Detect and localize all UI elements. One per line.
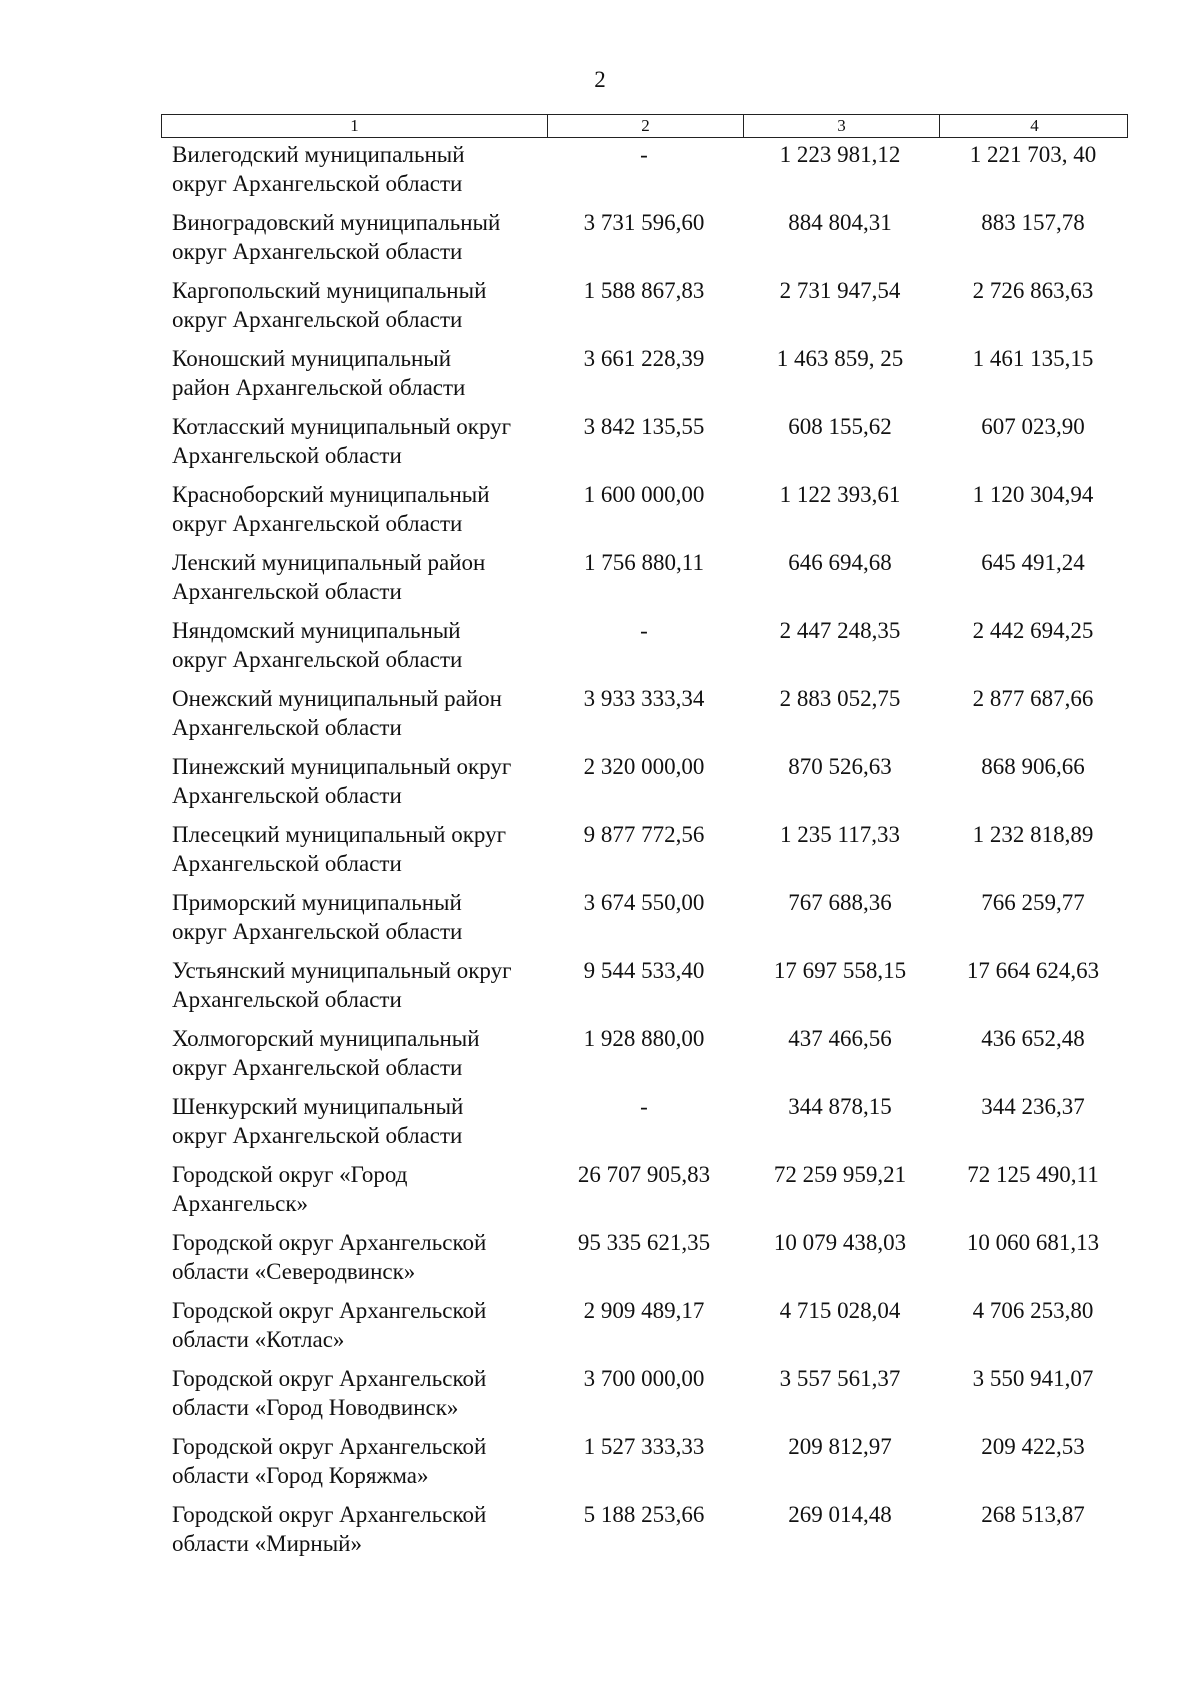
municipality-name-cell <box>161 1294 546 1362</box>
amount-cell: 2 442 694,25 <box>972 618 1094 643</box>
table-row <box>161 1090 1128 1158</box>
amount-cell: 2 726 863,63 <box>972 278 1094 303</box>
amount-cell: - <box>640 1094 648 1119</box>
amount-cell: 10 060 681,13 <box>966 1230 1100 1255</box>
table-row <box>161 1362 1128 1430</box>
municipality-name-cell <box>161 1430 546 1498</box>
municipality-name-line: Архангельской области <box>172 579 402 604</box>
municipality-name-line: Архангельской области <box>172 851 402 876</box>
page-number: 2 <box>594 67 606 92</box>
municipality-name-cell <box>161 1158 546 1226</box>
municipality-name-cell <box>161 1226 546 1294</box>
amount-cell: 17 664 624,63 <box>966 958 1100 983</box>
amount-cell: 72 259 959,21 <box>773 1162 907 1187</box>
table-row <box>161 206 1128 274</box>
municipality-name-cell <box>161 1498 546 1566</box>
table-row <box>161 478 1128 546</box>
municipality-name-line: Красноборский муниципальный <box>172 482 490 507</box>
municipality-name-cell <box>161 818 546 886</box>
amount-cell: 1 463 859, 25 <box>776 346 904 371</box>
amount-cell: 344 878,15 <box>788 1094 892 1119</box>
amount-cell: 2 731 947,54 <box>779 278 901 303</box>
amount-cell: 1 588 867,83 <box>583 278 705 303</box>
table-row <box>161 1022 1128 1090</box>
municipality-name-line: Устьянский муниципальный округ <box>172 958 512 983</box>
table-row <box>161 1226 1128 1294</box>
municipality-name-line: Архангельской области <box>172 443 402 468</box>
municipality-name-line: Архангельской области <box>172 987 402 1012</box>
table-row <box>161 818 1128 886</box>
municipality-name-cell <box>161 274 546 342</box>
amount-cell: 72 125 490,11 <box>967 1162 1099 1187</box>
municipality-name-line: Плесецкий муниципальный округ <box>172 822 507 847</box>
amount-cell: 1 527 333,33 <box>583 1434 705 1459</box>
municipality-name-cell <box>161 886 546 954</box>
table-row <box>161 614 1128 682</box>
municipality-name-line: Шенкурский муниципальный <box>172 1094 464 1119</box>
data-table <box>161 114 1128 1566</box>
amount-cell: 4 706 253,80 <box>972 1298 1094 1323</box>
municipality-name-line: округ Архангельской области <box>172 1123 463 1148</box>
amount-cell: 26 707 905,83 <box>577 1162 711 1187</box>
amount-cell: 268 513,87 <box>981 1502 1085 1527</box>
municipality-name-line: округ Архангельской области <box>172 647 463 672</box>
municipality-name-line: Каргопольский муниципальный <box>172 278 487 303</box>
municipality-name-line: округ Архангельской области <box>172 1055 463 1080</box>
amount-cell: 3 557 561,37 <box>779 1366 901 1391</box>
municipality-name-cell <box>161 1022 546 1090</box>
amount-cell: 3 550 941,07 <box>972 1366 1094 1391</box>
table-row <box>161 546 1128 614</box>
header-cell: 1 <box>350 116 359 135</box>
municipality-name-line: Котласский муниципальный округ <box>172 414 512 439</box>
amount-cell: 884 804,31 <box>788 210 892 235</box>
municipality-name-cell <box>161 750 546 818</box>
amount-cell: 4 715 028,04 <box>779 1298 901 1323</box>
amount-cell: 3 661 228,39 <box>583 346 705 371</box>
municipality-name-line: Городской округ Архангельской <box>172 1434 487 1459</box>
amount-cell: 868 906,66 <box>981 754 1085 779</box>
municipality-name-line: округ Архангельской области <box>172 239 463 264</box>
amount-cell: 209 422,53 <box>981 1434 1085 1459</box>
municipality-name-cell <box>161 546 546 614</box>
amount-cell: 1 600 000,00 <box>583 482 705 507</box>
municipality-name-line: области «Северодвинск» <box>172 1259 416 1284</box>
municipality-name-cell <box>161 614 546 682</box>
amount-cell: 5 188 253,66 <box>583 1502 705 1527</box>
amount-cell: 2 883 052,75 <box>779 686 901 711</box>
amount-cell: - <box>640 142 648 167</box>
header-cell: 2 <box>547 115 743 137</box>
municipality-name-line: Архангельской области <box>172 715 402 740</box>
amount-cell: 1 461 135,15 <box>972 346 1094 371</box>
municipality-name-cell <box>161 342 546 410</box>
municipality-name-line: округ Архангельской области <box>172 171 463 196</box>
municipality-name-line: Городской округ Архангельской <box>172 1502 487 1527</box>
amount-cell: 608 155,62 <box>788 414 892 439</box>
municipality-name-line: области «Котлас» <box>172 1327 345 1352</box>
table-row <box>161 750 1128 818</box>
amount-cell: 1 122 393,61 <box>779 482 901 507</box>
municipality-name-cell <box>161 682 546 750</box>
municipality-name-line: округ Архангельской области <box>172 307 463 332</box>
municipality-name-cell <box>161 206 546 274</box>
municipality-name-line: округ Архангельской области <box>172 919 463 944</box>
municipality-name-line: Городской округ Архангельской <box>172 1298 487 1323</box>
municipality-name-line: Городской округ «Город <box>172 1162 408 1187</box>
municipality-name-line: Пинежский муниципальный округ <box>172 754 512 779</box>
table-row <box>161 886 1128 954</box>
amount-cell: 95 335 621,35 <box>577 1230 711 1255</box>
amount-cell: 1 928 880,00 <box>583 1026 705 1051</box>
municipality-name-line: области «Город Новодвинск» <box>172 1395 459 1420</box>
municipality-name-cell <box>161 478 546 546</box>
municipality-name-line: области «Мирный» <box>172 1531 362 1556</box>
amount-cell: 269 014,48 <box>788 1502 892 1527</box>
municipality-name-line: Виноградовский муниципальный <box>172 210 501 235</box>
municipality-name-line: области «Город Коряжма» <box>172 1463 429 1488</box>
amount-cell: 437 466,56 <box>788 1026 892 1051</box>
table-header-row <box>161 114 1128 138</box>
municipality-name-line: район Архангельской области <box>172 375 466 400</box>
amount-cell: 645 491,24 <box>981 550 1085 575</box>
amount-cell: 1 756 880,11 <box>584 550 704 575</box>
table-row <box>161 138 1128 206</box>
municipality-name-line: Городской округ Архангельской <box>172 1230 487 1255</box>
amount-cell: 1 232 818,89 <box>972 822 1094 847</box>
header-cell: 4 <box>939 115 1129 137</box>
table-row <box>161 1294 1128 1362</box>
amount-cell: 607 023,90 <box>981 414 1085 439</box>
amount-cell: 3 674 550,00 <box>583 890 705 915</box>
amount-cell: 883 157,78 <box>981 210 1085 235</box>
municipality-name-line: Онежский муниципальный район <box>172 686 502 711</box>
municipality-name-line: Холмогорский муниципальный <box>172 1026 480 1051</box>
table-row <box>161 1498 1128 1566</box>
municipality-name-line: Архангельск» <box>172 1191 309 1216</box>
amount-cell: 209 812,97 <box>788 1434 892 1459</box>
amount-cell: 17 697 558,15 <box>773 958 907 983</box>
table-row <box>161 1158 1128 1226</box>
municipality-name-line: Няндомский муниципальный <box>172 618 461 643</box>
amount-cell: 3 842 135,55 <box>583 414 705 439</box>
table-row <box>161 1430 1128 1498</box>
municipality-name-line: Коношский муниципальный <box>172 346 452 371</box>
amount-cell: 344 236,37 <box>981 1094 1085 1119</box>
table-body <box>161 138 1128 1566</box>
amount-cell: 2 447 248,35 <box>779 618 901 643</box>
amount-cell: 1 120 304,94 <box>972 482 1094 507</box>
municipality-name-cell <box>161 954 546 1022</box>
municipality-name-line: Архангельской области <box>172 783 402 808</box>
amount-cell: 10 079 438,03 <box>773 1230 907 1255</box>
amount-cell: 767 688,36 <box>788 890 892 915</box>
table-row <box>161 410 1128 478</box>
municipality-name-line: Городской округ Архангельской <box>172 1366 487 1391</box>
table-row <box>161 954 1128 1022</box>
amount-cell: 646 694,68 <box>788 550 892 575</box>
table-row <box>161 682 1128 750</box>
amount-cell: - <box>640 618 648 643</box>
amount-cell: 870 526,63 <box>788 754 892 779</box>
amount-cell: 3 731 596,60 <box>583 210 705 235</box>
municipality-name-line: округ Архангельской области <box>172 511 463 536</box>
amount-cell: 2 320 000,00 <box>583 754 705 779</box>
amount-cell: 1 235 117,33 <box>780 822 900 847</box>
municipality-name-cell <box>161 138 546 206</box>
amount-cell: 9 544 533,40 <box>583 958 705 983</box>
municipality-name-cell <box>161 1090 546 1158</box>
municipality-name-cell <box>161 410 546 478</box>
amount-cell: 2 877 687,66 <box>972 686 1094 711</box>
municipality-name-line: Приморский муниципальный <box>172 890 462 915</box>
municipality-name-cell <box>161 1362 546 1430</box>
table-row <box>161 342 1128 410</box>
municipality-name-line: Вилегодский муниципальный <box>172 142 465 167</box>
amount-cell: 436 652,48 <box>981 1026 1085 1051</box>
amount-cell: 3 933 333,34 <box>583 686 705 711</box>
amount-cell: 9 877 772,56 <box>583 822 705 847</box>
table-row <box>161 274 1128 342</box>
amount-cell: 3 700 000,00 <box>583 1366 705 1391</box>
header-cell: 3 <box>743 115 939 137</box>
amount-cell: 2 909 489,17 <box>583 1298 705 1323</box>
amount-cell: 766 259,77 <box>981 890 1085 915</box>
municipality-name-line: Ленский муниципальный район <box>172 550 486 575</box>
amount-cell: 1 223 981,12 <box>779 142 901 167</box>
amount-cell: 1 221 703, 40 <box>969 142 1097 167</box>
